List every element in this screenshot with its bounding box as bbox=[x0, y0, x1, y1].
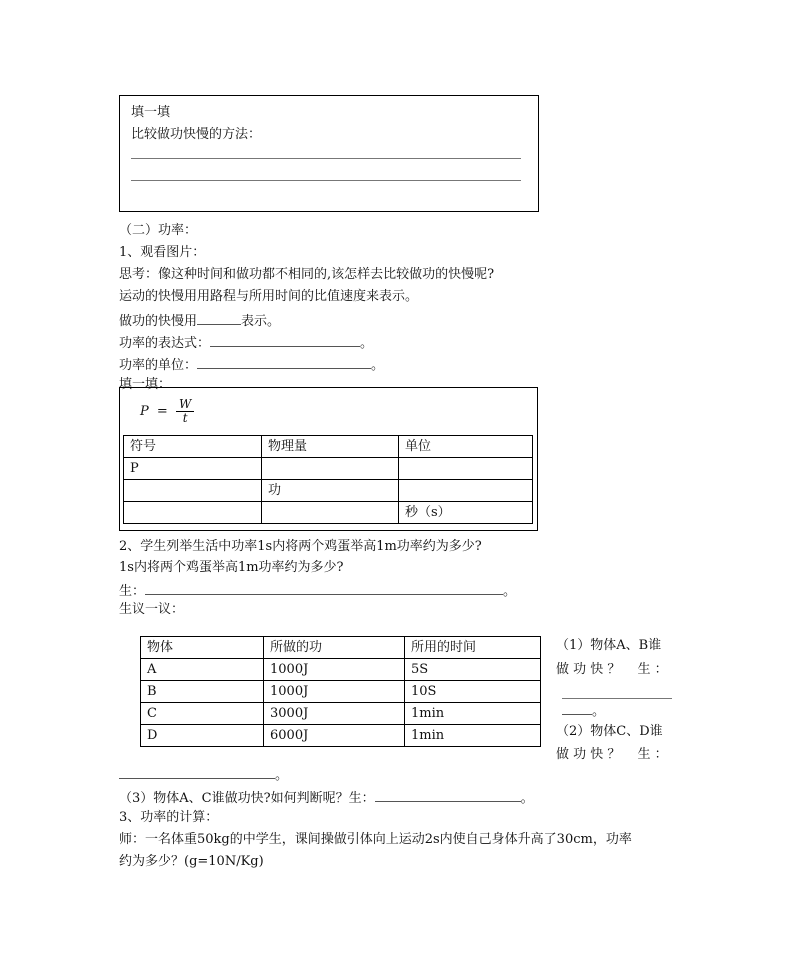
table-row bbox=[141, 681, 541, 703]
table-cell[interactable] bbox=[399, 458, 533, 480]
table-cell: D bbox=[141, 725, 264, 747]
table-header-row bbox=[141, 637, 541, 659]
work-rate-suffix: 表示。 bbox=[241, 314, 281, 329]
item1-heading: 1、观看图片： bbox=[119, 245, 206, 260]
side-question-1b: 做 功 快 ？ 生 ： bbox=[556, 662, 668, 677]
fill-label: 填一填： bbox=[119, 377, 172, 392]
item2-question-1: 2、学生列举生活中功率1s内将两个鸡蛋举高1m功率约为多少? bbox=[119, 539, 482, 554]
expression-blank[interactable] bbox=[210, 332, 360, 347]
header-cell: 所做的功 bbox=[264, 637, 405, 659]
item2-end: 。 bbox=[503, 584, 517, 599]
fill-box bbox=[119, 95, 539, 212]
fill-box-answer-line-1[interactable] bbox=[131, 158, 521, 159]
side-answer-1-line[interactable] bbox=[562, 698, 672, 699]
header-cell: 单位 bbox=[399, 436, 533, 458]
header-cell: 符号 bbox=[124, 436, 262, 458]
table-cell[interactable] bbox=[124, 480, 262, 502]
table-row bbox=[124, 458, 533, 480]
formula-lhs: P bbox=[140, 404, 149, 419]
table-cell: 秒（s） bbox=[399, 502, 533, 524]
q3-answer-blank[interactable] bbox=[375, 787, 521, 802]
symbol-table bbox=[123, 435, 533, 524]
work-rate-line bbox=[119, 310, 280, 331]
fill-box-prompt: 比较做功快慢的方法： bbox=[131, 127, 262, 142]
side-answer-1-blank[interactable] bbox=[562, 700, 592, 715]
item3-problem-line-1: 师：一名体重50kg的中学生，课间操做引体向上运动2s内使自己身体升高了30cm，功率 bbox=[119, 832, 632, 847]
table-cell: 5S bbox=[405, 659, 541, 681]
think-text: 思考：像这种时间和做功都不相同的,该怎样去比较做功的快慢呢? bbox=[119, 267, 495, 282]
table-cell: 1000J bbox=[264, 681, 405, 703]
item3-heading: 3、功率的计算： bbox=[119, 810, 219, 825]
table-cell: 功 bbox=[262, 480, 399, 502]
table-row bbox=[124, 480, 533, 502]
q2-answer-blank[interactable] bbox=[119, 764, 275, 779]
table-cell: P bbox=[124, 458, 262, 480]
item2-question-2: 1s内将两个鸡蛋举高1m功率约为多少? bbox=[119, 560, 344, 575]
expression-label: 功率的表达式： bbox=[119, 336, 211, 351]
formula-numerator: W bbox=[176, 398, 194, 412]
item3-problem-line-2: 约为多少？(g=10N/Kg) bbox=[119, 854, 264, 869]
table-row bbox=[141, 659, 541, 681]
q3-end: 。 bbox=[520, 791, 534, 806]
formula-eq: = bbox=[156, 404, 168, 419]
table-cell: 1min bbox=[405, 703, 541, 725]
table-cell[interactable] bbox=[262, 502, 399, 524]
q3-line bbox=[119, 787, 534, 808]
q2-answer-line bbox=[119, 764, 288, 785]
table-row bbox=[124, 502, 533, 524]
power-formula bbox=[140, 398, 194, 426]
header-cell: 物体 bbox=[141, 637, 264, 659]
student-label: 生： bbox=[119, 584, 146, 599]
side-question-2a: （2）物体C、D谁 bbox=[556, 724, 663, 739]
table-cell: 3000J bbox=[264, 703, 405, 725]
q2-end: 。 bbox=[275, 768, 289, 783]
unit-end: 。 bbox=[371, 358, 385, 373]
work-rate-blank[interactable] bbox=[197, 310, 241, 325]
q3-text: （3）物体A、C谁做功快?如何判断呢？生： bbox=[119, 791, 375, 806]
table-cell: B bbox=[141, 681, 264, 703]
fill-box-title: 填一填 bbox=[131, 105, 171, 120]
header-cell: 所用的时间 bbox=[405, 637, 541, 659]
expression-end: 。 bbox=[360, 336, 374, 351]
side-answer-1-end: 。 bbox=[592, 704, 606, 719]
unit-blank[interactable] bbox=[197, 354, 371, 369]
fill-box-answer-line-2[interactable] bbox=[131, 180, 521, 181]
table-cell: C bbox=[141, 703, 264, 725]
header-cell: 物理量 bbox=[262, 436, 399, 458]
work-time-table bbox=[140, 636, 541, 747]
table-cell: 1min bbox=[405, 725, 541, 747]
expression-line bbox=[119, 332, 373, 353]
table-cell[interactable] bbox=[262, 458, 399, 480]
table-header-row bbox=[124, 436, 533, 458]
side-question-1a: （1）物体A、B谁 bbox=[556, 638, 662, 653]
section-heading: （二）功率： bbox=[119, 223, 198, 238]
unit-label: 功率的单位： bbox=[119, 358, 198, 373]
unit-line bbox=[119, 354, 384, 375]
speed-note: 运动的快慢用用路程与所用时间的比值速度来表示。 bbox=[119, 289, 419, 304]
discuss-label: 生议一议： bbox=[119, 602, 185, 617]
table-cell: 10S bbox=[405, 681, 541, 703]
side-question-2b: 做 功 快 ？ 生 ： bbox=[556, 747, 668, 762]
work-rate-prefix: 做功的快慢用 bbox=[119, 314, 198, 329]
table-cell: 1000J bbox=[264, 659, 405, 681]
item2-answer-blank[interactable] bbox=[145, 580, 503, 595]
table-cell[interactable] bbox=[399, 480, 533, 502]
table-cell: 6000J bbox=[264, 725, 405, 747]
table-row bbox=[141, 703, 541, 725]
table-row bbox=[141, 725, 541, 747]
formula-denominator: t bbox=[182, 411, 188, 425]
table-cell[interactable] bbox=[124, 502, 262, 524]
table-cell: A bbox=[141, 659, 264, 681]
item2-answer-line bbox=[119, 580, 516, 601]
formula-fraction bbox=[176, 398, 194, 425]
